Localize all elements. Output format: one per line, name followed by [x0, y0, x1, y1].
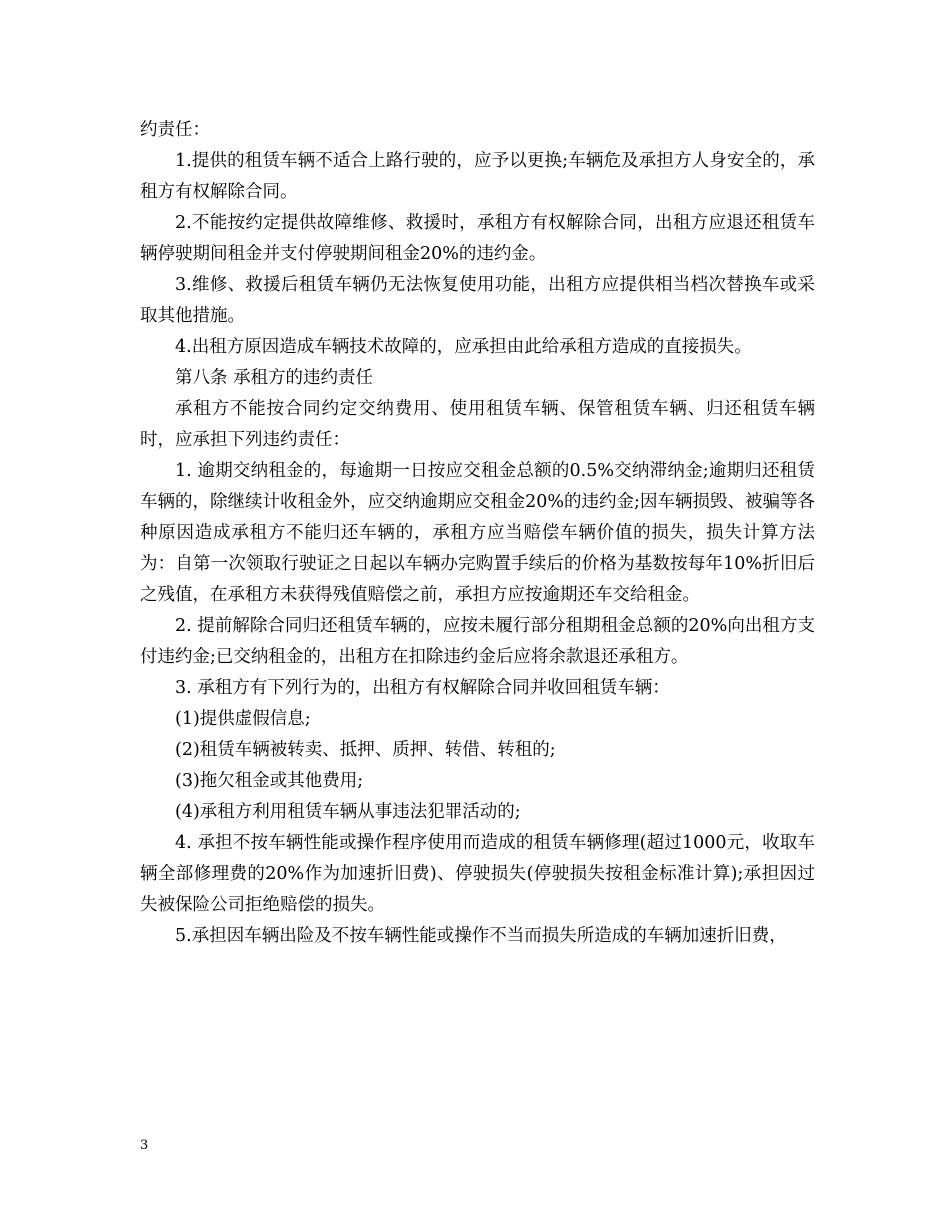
paragraph: 1.提供的租赁车辆不适合上路行驶的，应予以更换;车辆危及承担方人身安全的，承租方有权解除合同。 — [140, 151, 815, 202]
paragraph: 3.维修、救援后租赁车辆仍无法恢复使用功能，出租方应提供相当档次替换车或采取其他措施。 — [140, 275, 815, 326]
paragraph: 3. 承租方有下列行为的，出租方有权解除合同并收回租赁车辆： — [175, 678, 670, 698]
list-item: (3)拖欠租金或其他费用; — [175, 771, 364, 791]
paragraph: 约责任： — [140, 120, 210, 140]
paragraph: 5.承担因车辆出险及不按车辆性能或操作不当而损失所造成的车辆加速折旧费， — [175, 926, 787, 946]
list-item: (1)提供虚假信息; — [175, 709, 311, 729]
paragraph: 2.不能按约定提供故障维修、救援时，承租方有权解除合同，出租方应退还租赁车辆停驶期间租金并支付停驶期间租金20%的违约金。 — [140, 213, 815, 264]
paragraph: 4. 承担不按车辆性能或操作程序使用而造成的租赁车辆修理(超过1000元，收取车辆全部修理费的20%作为加速折旧费)、停驶损失(停驶损失按租金标准计算);承担因过失被保险公司拒绝赔偿的损失。 — [140, 833, 815, 915]
paragraph: 1. 逾期交纳租金的，每逾期一日按应交租金总额的0.5%交纳滞纳金;逾期归还租赁车辆的，除继续计收租金外，应交纳逾期应交租金20%的违约金;因车辆损毁、被骗等各种原因造成承租方不能归还车辆的，承租方应当赔偿车辆价值的损失，损失计算方法为：自第一次领取行驶证之日起以车辆办完购置手续后的价格为基数按每年10%折旧后之残值，在承租方未获得残值赔偿之前，承担方应按逾期还车交给租金。 — [140, 461, 815, 605]
section-heading: 第八条 承租方的违约责任 — [175, 368, 374, 388]
paragraph: 承租方不能按合同约定交纳费用、使用租赁车辆、保管租赁车辆、归还租赁车辆时，应承担下列违约责任： — [140, 399, 815, 450]
paragraph: 4.出租方原因造成车辆技术故障的，应承担由此给承租方造成的直接损失。 — [175, 337, 752, 357]
document-body — [140, 115, 815, 952]
page-number: 3 — [140, 1138, 149, 1153]
list-item: (4)承租方利用租赁车辆从事违法犯罪活动的; — [175, 802, 521, 822]
list-item: (2)租赁车辆被转卖、抵押、质押、转借、转租的; — [175, 740, 556, 760]
paragraph: 2. 提前解除合同归还租赁车辆的，应按未履行部分租期租金总额的20%向出租方支付违约金;已交纳租金的，出租方在扣除违约金后应将余款退还承租方。 — [140, 616, 815, 667]
